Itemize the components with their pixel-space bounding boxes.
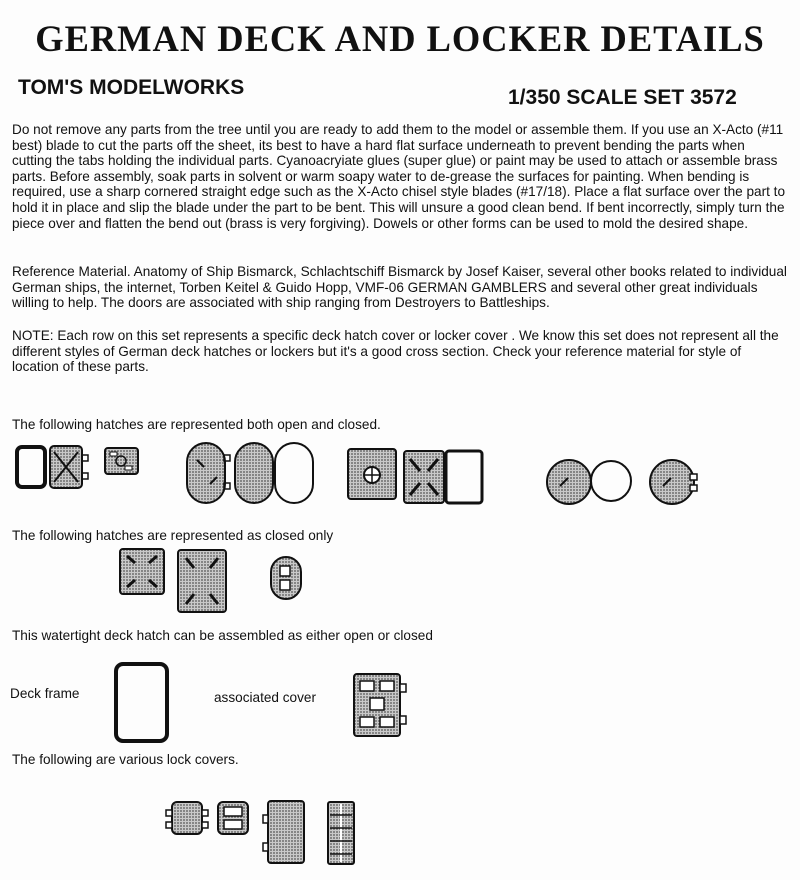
- rect-hatch-cover-small: [105, 448, 138, 474]
- lock-cover-row: [0, 796, 800, 876]
- reference-paragraph: Reference Material. Anatomy of Ship Bismarck, Schlachtschiff Bismarck by Josef Kaiser, several other books related to individual German ships, the internet, Torben Keitel & Guido Hopp, VMF-06 GERMAN GAMBLERS and several other great individuals willing to help. The doors are associated with ship ranging from Destroyers to Battleships.: [12, 264, 787, 311]
- deck-frame-label: Deck frame: [10, 686, 80, 701]
- watertight-caption: This watertight deck hatch can be assembled as either open or closed: [12, 628, 433, 643]
- oval-hatch-cover-stippled: [187, 443, 230, 503]
- round-hatch-cover: [547, 460, 591, 504]
- lock-cover-4: [328, 802, 354, 864]
- scale-set-label: 1/350 SCALE SET 3572: [508, 86, 737, 109]
- instructions-paragraph: Do not remove any parts from the tree until you are ready to add them to the model or assemble them. If you use an X-Acto (#11 best) blade to cut the parts off the sheet, its best to have a hard flat surface underneath to prevent bending the parts when cutting the tabs holding the individual parts. Cyanoacryiate glues (super glue) or paint may be used to attach or assemble brass parts. Before assembly, soak parts in solvent or warm soapy water to de-grease the surfaces for painting. When bending is required, use a sharp cornered straight edge such as the X-Acto chisel style blades (#17/18). Place a flat surface over the part to hold it in place and slip the blade under the part to be bent. This will unsure a good clean bend. If bent incorrectly, simply turn the piece over and flatten the bend out (brass is very forgiving). Dowels or other forms can be used to mold the desired shape.: [12, 122, 786, 231]
- hatch-row-closed-only: [0, 546, 800, 616]
- watertight-hatch-row: [0, 656, 800, 751]
- round-hatch-frame-open: [591, 461, 631, 501]
- rect-hatch-cover-round: [348, 449, 396, 499]
- lock-cover-3: [263, 801, 304, 863]
- page-title: GERMAN DECK AND LOCKER DETAILS: [35, 19, 765, 60]
- oval-hatch-frame-open: [275, 443, 313, 503]
- manufacturer-name: TOM'S MODELWORKS: [18, 76, 245, 99]
- lock-cover-2: [218, 802, 248, 834]
- small-oval-hatch-cover: [271, 557, 301, 599]
- associated-cover-label: associated cover: [214, 690, 317, 705]
- associated-cover-part: [354, 674, 406, 736]
- rect-hatch-cover-dogs: [404, 451, 444, 503]
- hatch-row-open-closed: [0, 436, 800, 506]
- rect-hatch-frame-open-large: [446, 451, 482, 503]
- open-closed-caption: The following hatches are represented both open and closed.: [12, 417, 381, 432]
- closed-only-caption: The following hatches are represented as closed only: [12, 528, 334, 543]
- rect-hatch-cover-x: [50, 446, 88, 488]
- deck-frame-part: [116, 664, 167, 741]
- rect-hatch-cover-dogs-large: [178, 550, 226, 612]
- lock-covers-caption: The following are various lock covers.: [12, 752, 239, 767]
- round-hatch-cover-tabbed: [650, 460, 697, 504]
- square-hatch-cover-dogs: [120, 549, 164, 594]
- note-paragraph: NOTE: Each row on this set represents a specific deck hatch cover or locker cover . We know this set does not represent all the different styles of German deck hatches or lockers but it's a good cross section. Check your reference material for style of location of these parts.: [12, 328, 779, 375]
- rect-hatch-frame-open: [17, 447, 45, 487]
- lock-cover-1: [166, 802, 208, 834]
- oval-hatch-cover-plain: [235, 443, 273, 503]
